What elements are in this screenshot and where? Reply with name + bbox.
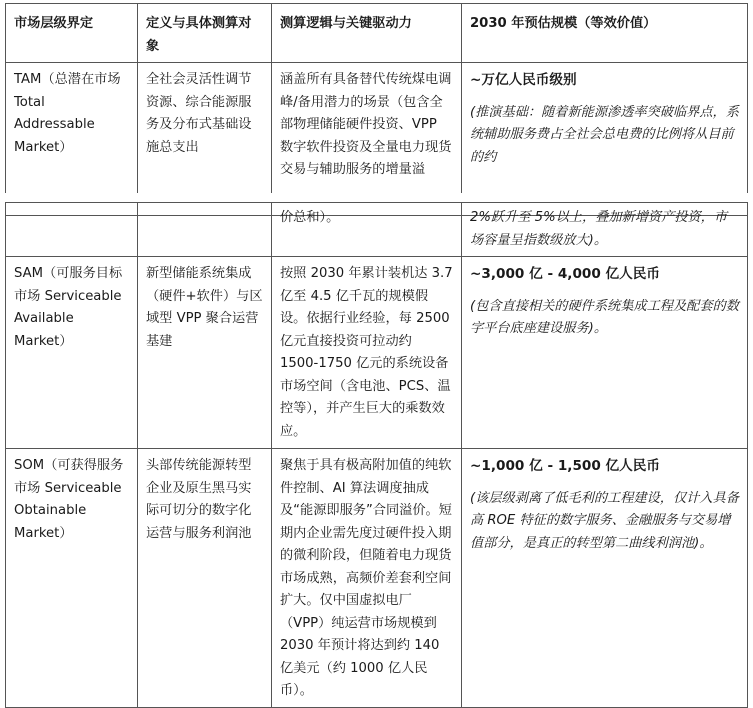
market-table-part-1 xyxy=(5,3,748,216)
sam-scale-cell xyxy=(462,257,748,449)
tam-definition-cell: 全社会灵活性调节资源、综合能源服务及分布式基础设施总支出 xyxy=(138,63,272,216)
page-break-gap xyxy=(5,193,748,202)
tam-definition-cont-cell xyxy=(138,203,272,257)
som-value: ~1,000 亿 - 1,500 亿人民币 xyxy=(470,458,660,474)
header-2030-scale: 2030 年预估规模（等效价值） xyxy=(462,4,748,63)
tam-value: ~万亿人民币级别 xyxy=(470,72,577,88)
tam-note: (推演基础：随着新能源渗透率突破临界点，系统辅助服务费占全社会总电费的比例将从目前的约 xyxy=(470,104,739,165)
header-logic: 测算逻辑与关键驱动力 xyxy=(272,4,462,63)
som-logic-cell: 聚焦于具有极高附加值的纯软件控制、AI 算法调度抽成及“能源即服务”合同溢价。短期内企业需先度过硬件投入期的微利阶段，但随着电力现货市场成熟，高频价差套利空间扩大。仅中国虚拟电厂（VPP）纯运营市场规模到 2030 年预计将达到约 140 亿美元（约 1000 亿人民币）。 xyxy=(272,449,462,708)
market-table-part-2 xyxy=(5,202,748,708)
tam-scale-cont-cell xyxy=(462,203,748,257)
sam-logic-cell: 按照 2030 年累计装机达 3.7 亿至 4.5 亿千瓦的规模假设。依据行业经验，每 2500 亿元直接投资可拉动约 1500-1750 亿元的系统设备市场空间（含电池、PCS、温控等），并产生巨大的乘数效应。 xyxy=(272,257,462,449)
table-row xyxy=(6,449,748,708)
header-definition: 定义与具体测算对象 xyxy=(138,4,272,63)
sam-level-cell: SAM（可服务目标市场 Serviceable Available Market） xyxy=(6,257,138,449)
tam-note-cont: 2%跃升至 5%以上，叠加新增资产投资，市场容量呈指数级放大)。 xyxy=(470,210,728,248)
tam-level-cell: TAM（总潜在市场 Total Addressable Market） xyxy=(6,63,138,216)
table-row xyxy=(6,203,748,257)
header-market-level: 市场层级界定 xyxy=(6,4,138,63)
sam-definition-cell: 新型储能系统集成（硬件+软件）与区域型 VPP 聚合运营基建 xyxy=(138,257,272,449)
table-row xyxy=(6,257,748,449)
tam-level-cont-cell xyxy=(6,203,138,257)
table-header-row xyxy=(6,4,748,63)
som-scale-cell xyxy=(462,449,748,708)
tam-logic-cell: 涵盖所有具备替代传统煤电调峰/备用潜力的场景（包含全部物理储能硬件投资、VPP 数字软件投资及全量电力现货交易与辅助服务的增量溢 xyxy=(272,63,462,216)
sam-note: (包含直接相关的硬件系统集成工程及配套的数字平台底座建设服务)。 xyxy=(470,298,739,336)
som-definition-cell: 头部传统能源转型企业及原生黑马实际可切分的数字化运营与服务利润池 xyxy=(138,449,272,708)
som-note: (该层级剥离了低毛利的工程建设，仅计入具备高 ROE 特征的数字服务、金融服务与交易增值部分，是真正的转型第二曲线利润池)。 xyxy=(470,490,739,551)
sam-value: ~3,000 亿 - 4,000 亿人民币 xyxy=(470,266,660,282)
som-level-cell: SOM（可获得服务市场 Serviceable Obtainable Market） xyxy=(6,449,138,708)
tam-logic-cont-cell: 价总和）。 xyxy=(272,203,462,257)
